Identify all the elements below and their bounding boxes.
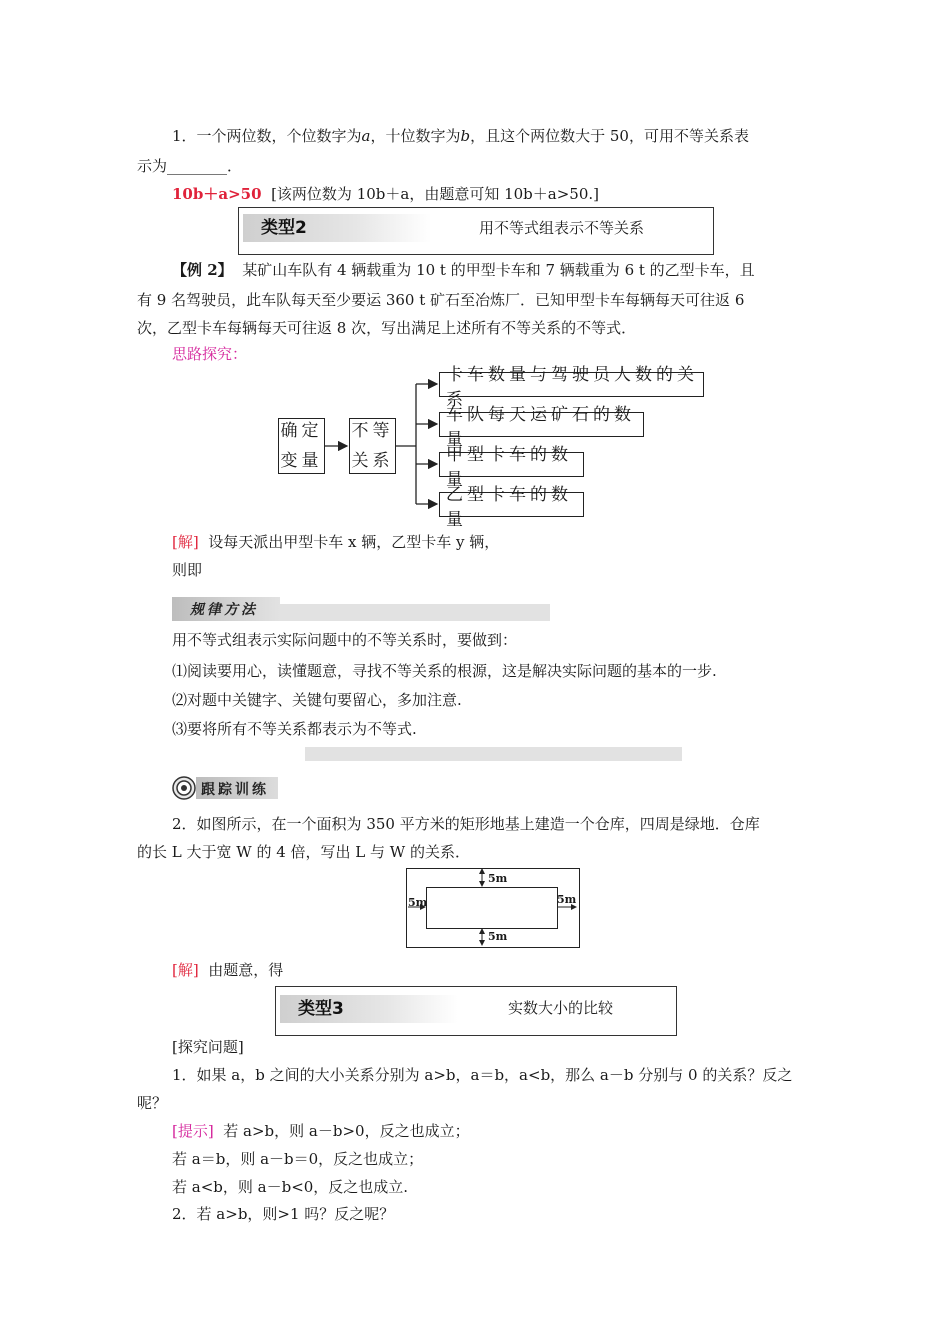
- practice-title: 跟踪训练: [201, 782, 269, 798]
- dim-bottom-label: 5m: [488, 930, 508, 943]
- explore-q1-line1: 1．如果 a，b 之间的大小关系分别为 a>b，a＝b，a<b，那么 a－b 分别与 0 的关系？反之: [172, 1066, 793, 1084]
- rule-bottom-band: [305, 747, 682, 761]
- rule-item-2: ⑵对题中关键字、关键句要留心，多加注意.: [172, 691, 462, 709]
- type3-box: [275, 986, 677, 1036]
- flow-branch-2: 车队每天运矿石的数量: [439, 412, 644, 437]
- q1-text-c: ，且这个两位数大于 50，可用不等关系表: [470, 127, 749, 145]
- q2-solution-text: 由题意，得: [208, 961, 284, 979]
- solution1-then: 则即: [172, 561, 203, 579]
- dim-left-label: 5m: [408, 896, 428, 909]
- solution1-line: [172, 531, 499, 552]
- explore-q2: 2．若 a>b，则>1 吗？反之呢？: [172, 1205, 395, 1223]
- type2-tag: 类型2: [243, 214, 431, 242]
- solution1-label: [解]: [172, 533, 199, 551]
- explore-header: [探究问题]: [172, 1038, 244, 1056]
- example2-line3: 次，乙型卡车每辆每天可往返 8 次，写出满足上述所有不等关系的不等式．: [137, 319, 637, 337]
- q1-line2: 示为________．: [137, 157, 243, 175]
- q1-text-b: ，十位数字为: [370, 127, 461, 145]
- flow-branch-1: 卡车数量与驾驶员人数的关系: [439, 372, 704, 397]
- hint-label: [提示]: [172, 1122, 214, 1140]
- q2-solution-line: [172, 959, 283, 980]
- hint-line1: [172, 1120, 470, 1141]
- var-b: b: [460, 127, 471, 145]
- flow-box2-l1: 不等: [351, 421, 394, 441]
- var-a: a: [361, 127, 371, 145]
- dim-top-label: 5m: [488, 872, 508, 885]
- q1-explanation: [该两位数为 10b＋a，由题意可知 10b＋a>50.]: [271, 185, 600, 203]
- dim-right-label: 5m: [557, 893, 577, 906]
- type3-tag: 类型3: [280, 995, 458, 1023]
- hint-line3: 若 a<b，则 a－b<0，反之也成立.: [172, 1178, 409, 1196]
- rule-title: 规律方法: [190, 602, 258, 618]
- type2-title: 用不等式组表示不等关系: [479, 219, 645, 237]
- hint-line2: 若 a＝b，则 a－b＝0，反之也成立；: [172, 1150, 424, 1168]
- explore-q1-line2: 呢？: [137, 1094, 168, 1112]
- type3-title: 实数大小的比较: [508, 999, 614, 1017]
- think-label: 思路探究：: [172, 345, 248, 363]
- q2-line2: 的长 L 大于宽 W 的 4 倍，写出 L 与 W 的关系．: [137, 843, 470, 861]
- flow-box1-l2: 变量: [280, 451, 323, 471]
- q2-solution-label: [解]: [172, 961, 199, 979]
- q1-text-a: 1．一个两位数，个位数字为: [172, 127, 362, 145]
- q1-answer: 10b＋a>50: [172, 185, 262, 203]
- target-icon: [172, 776, 196, 800]
- flow-branch-3: 甲型卡车的数量: [439, 452, 584, 477]
- example2-text1: 某矿山车队有 4 辆载重为 10 t 的甲型卡车和 7 辆载重为 6 t 的乙型卡车，且: [242, 261, 755, 279]
- flow-box1-l1: 确定: [280, 421, 323, 441]
- example2-label: 【例 2】: [172, 261, 233, 279]
- solution1-text: 设每天派出甲型卡车 x 辆，乙型卡车 y 辆，: [208, 533, 500, 551]
- rule-item-1: ⑴阅读要用心，读懂题意，寻找不等关系的根源，这是解决实际问题的基本的一步.: [172, 662, 717, 680]
- rule-intro: 用不等式组表示实际问题中的不等关系时，要做到：: [172, 631, 518, 649]
- flow-box2-l2: 关系: [351, 451, 394, 471]
- example2-line2: 有 9 名驾驶员，此车队每天至少要运 360 t 矿石至冶炼厂．已知甲型卡车每辆每天可往返 6: [137, 291, 745, 309]
- rule-item-3: ⑶要将所有不等关系都表示为不等式.: [172, 720, 417, 738]
- hint-text1: 若 a>b，则 a－b>0，反之也成立；: [223, 1122, 470, 1140]
- q2-line1: 2．如图所示，在一个面积为 350 平方米的矩形地基上建造一个仓库，四周是绿地．仓库: [172, 815, 760, 833]
- flow-branch-4: 乙型卡车的数量: [439, 492, 584, 517]
